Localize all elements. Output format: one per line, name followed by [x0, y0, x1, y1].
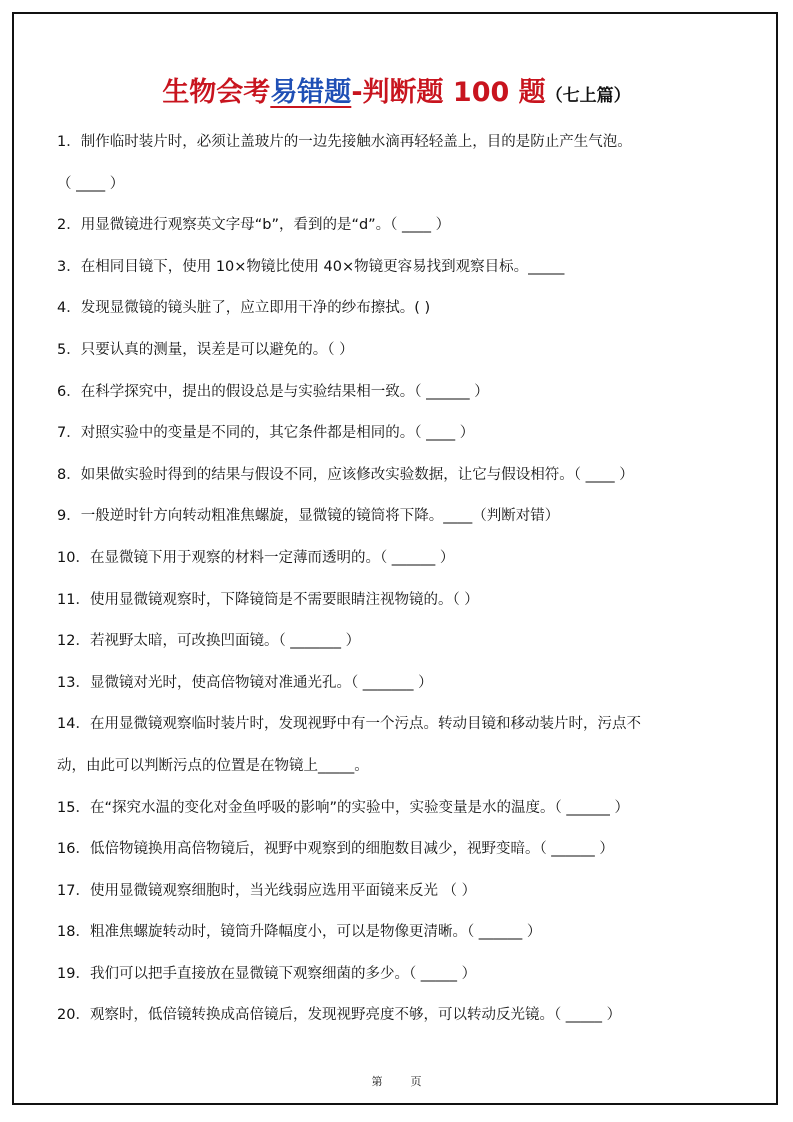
question-line: 16．低倍物镜换用高倍物镜后，视野中观察到的细胞数目减少，视野变暗。（ ______ ）: [57, 841, 614, 858]
footer-page-prefix: 第: [371, 1075, 383, 1088]
question-list: [57, 122, 747, 1037]
question-line: 19．我们可以把手直接放在显微镜下观察细菌的多少。（ _____ ）: [57, 965, 477, 982]
question-line: 4．发现显微镜的镜头脏了，应立即用干净的纱布擦拭。( ): [57, 300, 431, 317]
question-line: 20．观察时，低倍镜转换成高倍镜后，发现视野亮度不够，可以转动反光镜。（ _____ ）: [57, 1007, 622, 1024]
question-line: 1．制作临时装片时，必须让盖玻片的一边先接触水滴再轻轻盖上，目的是防止产生气泡。: [57, 134, 632, 150]
question-line: 6．在科学探究中，提出的假设总是与实验结果相一致。（ ______ ）: [57, 383, 489, 400]
question-line: 动，由此可以判断污点的位置是在物镜上_____。: [57, 757, 369, 774]
question-line: 3．在相同目镜下，使用 10×物镜比使用 40×物镜更容易找到观察目标。_____: [57, 258, 565, 275]
title-part-3: -判断题 100 题: [351, 77, 546, 108]
question-line: （ ____ ）: [57, 175, 125, 192]
question-line: 5．只要认真的测量，误差是可以避免的。（ ）: [57, 341, 354, 358]
title-part-2: 易错题: [270, 77, 352, 108]
question-line: 2．用显微镜进行观察英文字母“b”，看到的是“d”。（ ____ ）: [57, 217, 451, 234]
page-footer: [0, 1073, 793, 1089]
question-line: 14．在用显微镜观察临时装片时，发现视野中有一个污点。转动目镜和移动装片时，污点不: [57, 716, 641, 733]
question-line: 10．在显微镜下用于观察的材料一定薄而透明的。（ ______ ）: [57, 549, 455, 566]
question-line: 18．粗准焦螺旋转动时，镜筒升降幅度小，可以是物像更清晰。（ ______ ）: [57, 924, 542, 941]
question-line: 9．一般逆时针方向转动粗准焦螺旋，显微镜的镜筒将下降。____（判断对错）: [57, 508, 560, 525]
question-line: 7．对照实验中的变量是不同的，其它条件都是相同的。（ ____ ）: [57, 425, 475, 442]
title-part-4: （七上篇）: [545, 86, 631, 106]
question-line: 17．使用显微镜观察细胞时，当光线弱应选用平面镜来反光 （ ）: [57, 882, 477, 899]
title-part-1: 生物会考: [162, 77, 271, 108]
question-line: 8．如果做实验时得到的结果与假设不同，应该修改实验数据，让它与假设相符。（ ____ ）: [57, 466, 634, 483]
question-line: 12．若视野太暗，可改换凹面镜。（ _______ ）: [57, 633, 361, 650]
page-title: [0, 70, 793, 109]
question-line: 13．显微镜对光时，使高倍物镜对准通光孔。（ _______ ）: [57, 674, 433, 691]
question-line: 11．使用显微镜观察时，下降镜筒是不需要眼睛注视物镜的。（ ）: [57, 591, 479, 608]
question-line: 15．在“探究水温的变化对金鱼呼吸的影响”的实验中，实验变量是水的温度。（ ______ ）: [57, 799, 629, 816]
footer-page-suffix: 页: [410, 1075, 422, 1088]
